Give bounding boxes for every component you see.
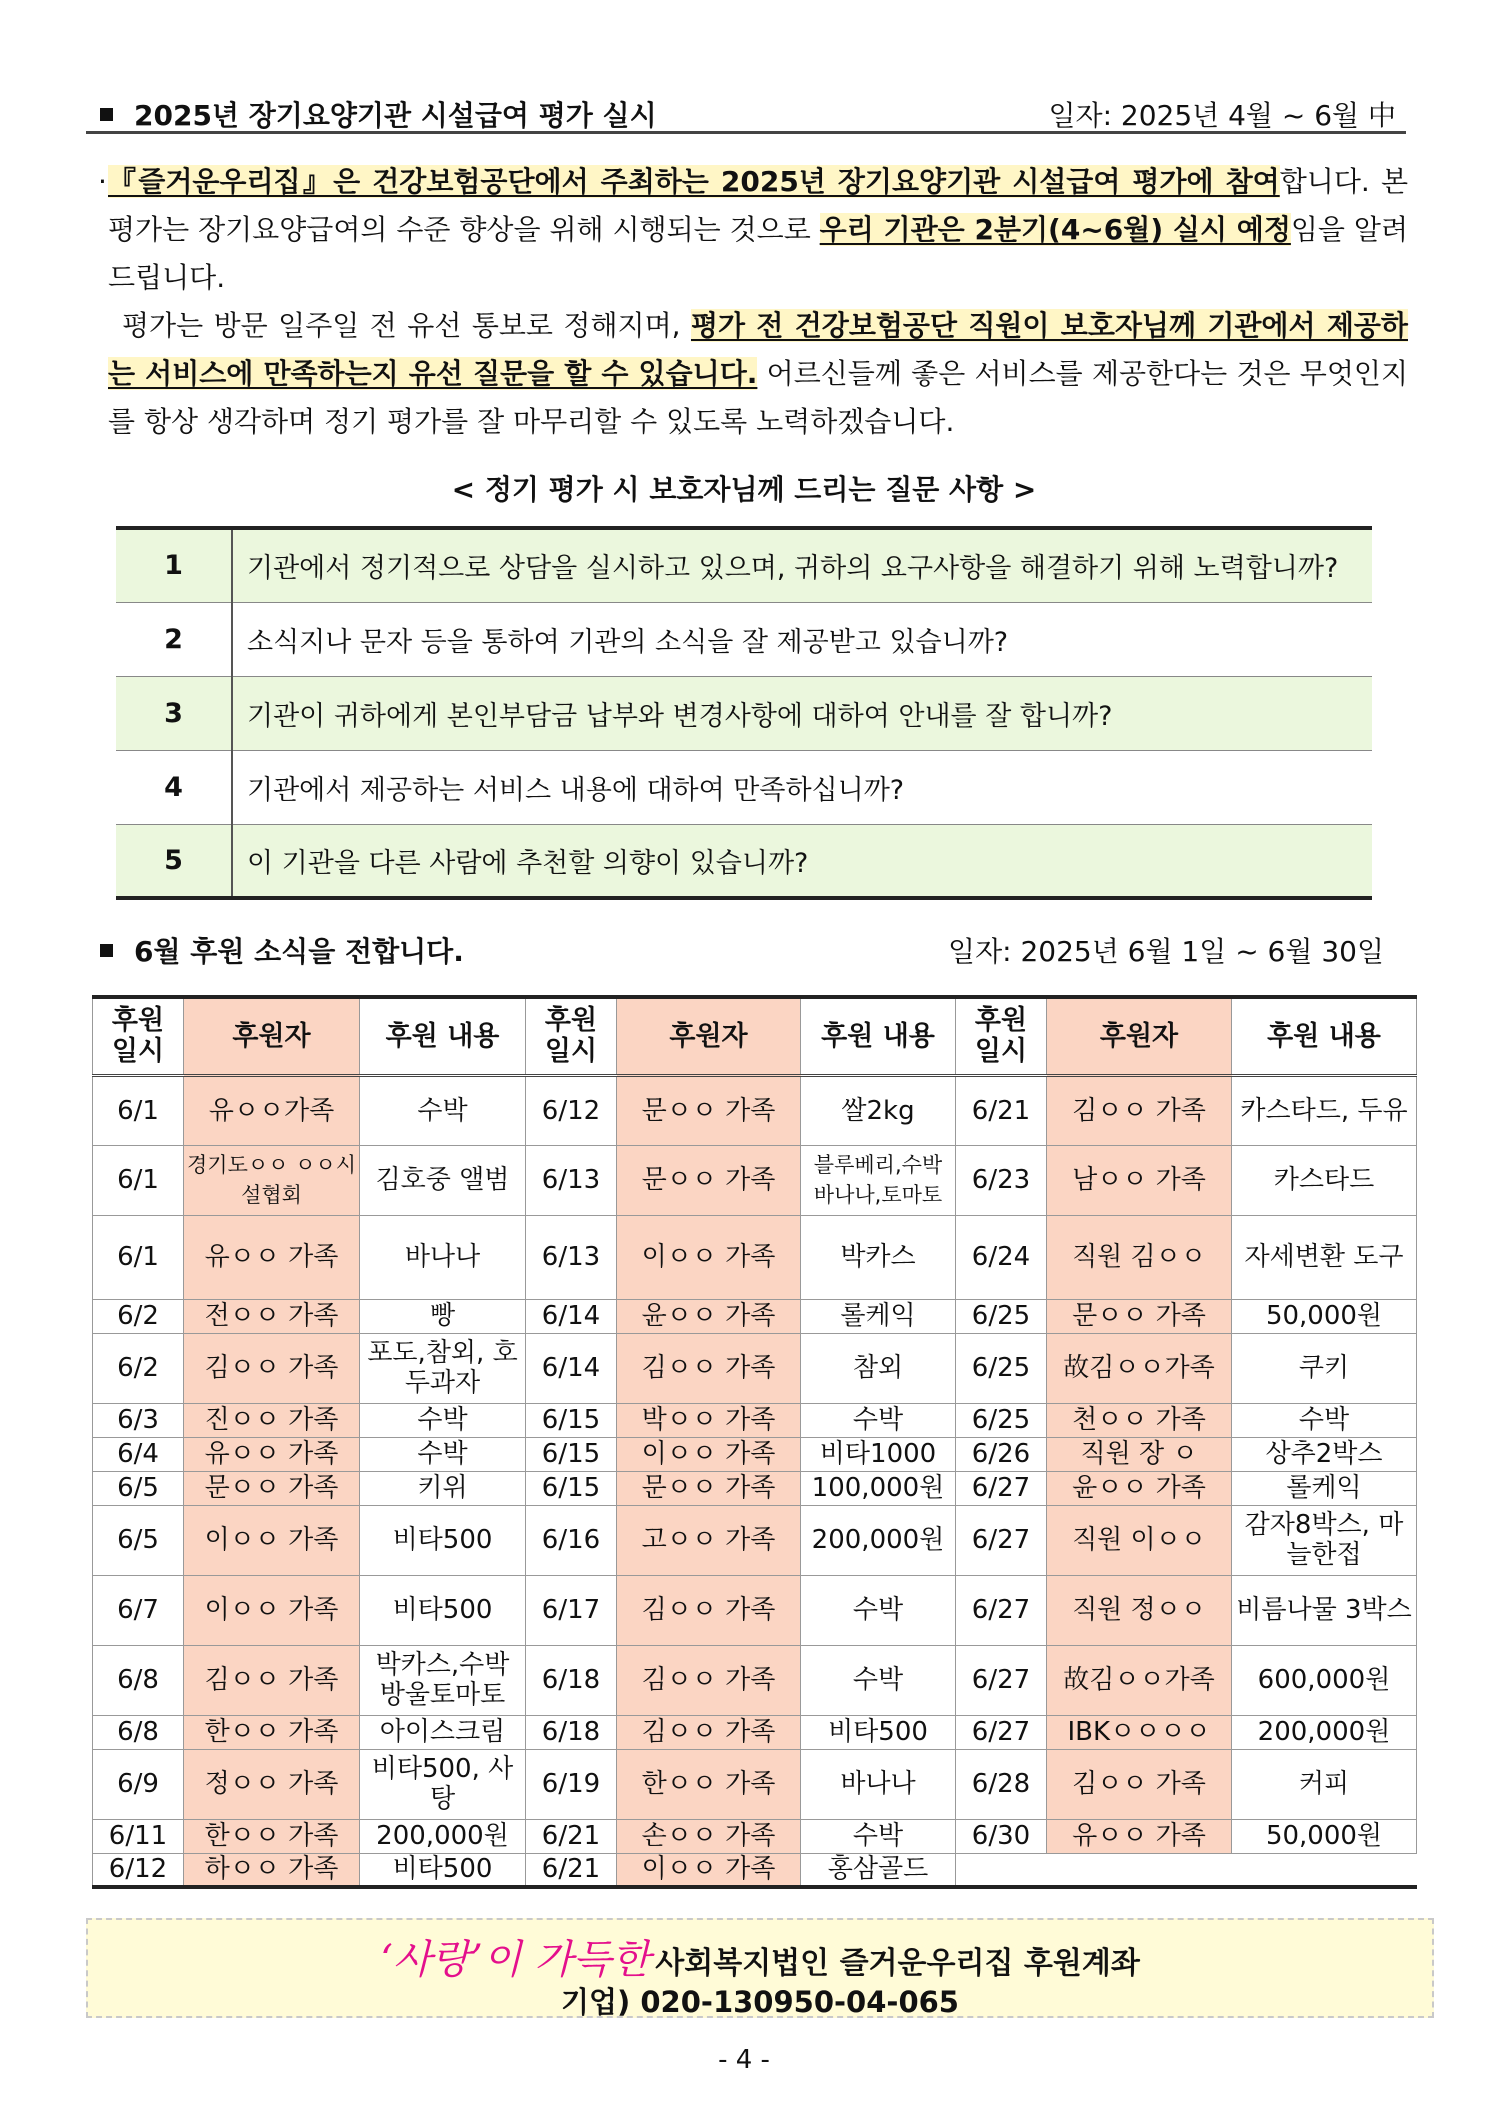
donation-content: 홍삼골드 xyxy=(801,1853,956,1887)
donation-date: 6/9 xyxy=(93,1749,184,1819)
donation-content: 600,000원 xyxy=(1232,1645,1417,1715)
donation-date: 6/14 xyxy=(526,1333,617,1403)
donation-content: 포도,참외, 호두과자 xyxy=(360,1333,526,1403)
donation-date: 6/19 xyxy=(526,1749,617,1819)
table-row xyxy=(93,1333,1417,1403)
donor-name: 이ㅇㅇ 가족 xyxy=(617,1215,801,1299)
question-row xyxy=(116,528,1372,602)
question-number: 5 xyxy=(116,824,232,898)
donation-content: 200,000원 xyxy=(801,1505,956,1575)
highlight-schedule: 우리 기관은 2분기(4~6월) 실시 예정 xyxy=(819,213,1291,246)
section-date: 일자: 2025년 6월 1일 ~ 6월 30일 xyxy=(948,935,1384,968)
question-number: 4 xyxy=(116,750,232,824)
table-row xyxy=(93,1575,1417,1645)
donation-date: 6/26 xyxy=(956,1437,1047,1471)
donor-name: 하ㅇㅇ 가족 xyxy=(184,1853,360,1887)
donation-date: 6/1 xyxy=(93,1215,184,1299)
donation-content: 김호중 앨범 xyxy=(360,1145,526,1215)
donor-name: 진ㅇㅇ 가족 xyxy=(184,1403,360,1437)
donor-name: 정ㅇㅇ 가족 xyxy=(184,1749,360,1819)
question-number: 1 xyxy=(116,528,232,602)
question-row xyxy=(116,676,1372,750)
donor-name: 경기도ㅇㅇ ㅇㅇ시설협회 xyxy=(184,1145,360,1215)
donation-content: 감자8박스, 마늘한접 xyxy=(1232,1505,1417,1575)
section-header-donations xyxy=(86,918,1406,970)
donation-date: 6/15 xyxy=(526,1437,617,1471)
highlight-phone-question: 평가 전 건강보험공단 직원이 보호자님께 기관에서 제공하는 서비스에 만족하는지 유선 질문을 할 수 있습니다. xyxy=(108,309,1408,390)
donation-content: 빵 xyxy=(360,1299,526,1333)
donor-name: 한ㅇㅇ 가족 xyxy=(184,1819,360,1853)
love-slogan: ‘사랑’이 가득한 xyxy=(380,1937,651,1983)
donor-name: 유ㅇㅇ 가족 xyxy=(1047,1819,1232,1853)
table-header-row xyxy=(93,997,1417,1075)
donation-date: 6/8 xyxy=(93,1715,184,1749)
question-row xyxy=(116,824,1372,898)
donation-content: 수박 xyxy=(801,1403,956,1437)
donation-date: 6/21 xyxy=(526,1853,617,1887)
donation-date: 6/27 xyxy=(956,1715,1047,1749)
table-row xyxy=(93,1403,1417,1437)
donation-date: 6/13 xyxy=(526,1145,617,1215)
donation-date: 6/27 xyxy=(956,1645,1047,1715)
header-date: 후원 일시 xyxy=(93,997,184,1075)
donation-content: 100,000원 xyxy=(801,1471,956,1505)
donor-name: 유ㅇㅇ가족 xyxy=(184,1075,360,1145)
table-row xyxy=(93,1471,1417,1505)
donor-name: 이ㅇㅇ 가족 xyxy=(184,1505,360,1575)
donor-name: 문ㅇㅇ 가족 xyxy=(1047,1299,1232,1333)
table-row xyxy=(93,1819,1417,1853)
section-title: 6월 후원 소식을 전합니다. xyxy=(134,935,464,968)
donation-content: 수박 xyxy=(360,1075,526,1145)
donation-content: 카스타드 xyxy=(1232,1145,1417,1215)
donation-content: 200,000원 xyxy=(360,1819,526,1853)
donor-name: 김ㅇㅇ 가족 xyxy=(184,1333,360,1403)
donation-date: 6/25 xyxy=(956,1403,1047,1437)
page-number: - 4 - xyxy=(718,2045,770,2075)
donation-content: 상추2박스 xyxy=(1232,1437,1417,1471)
donations-table xyxy=(92,995,1417,1889)
donation-date: 6/27 xyxy=(956,1505,1047,1575)
donor-name: 윤ㅇㅇ 가족 xyxy=(1047,1471,1232,1505)
donation-date: 6/21 xyxy=(956,1075,1047,1145)
table-row xyxy=(93,1437,1417,1471)
donation-content: 블루베리,수박 바나나,토마토 xyxy=(801,1145,956,1215)
question-row xyxy=(116,750,1372,824)
intro-text: 임을 알려드립니다. xyxy=(108,213,1408,294)
donation-date: 6/2 xyxy=(93,1333,184,1403)
donation-date: 6/1 xyxy=(93,1145,184,1215)
empty-cell xyxy=(956,1853,1417,1887)
donation-content: 쌀2kg xyxy=(801,1075,956,1145)
bullet-dot: · xyxy=(98,165,107,198)
donation-content: 수박 xyxy=(360,1403,526,1437)
donation-content: 50,000원 xyxy=(1232,1299,1417,1333)
donation-content: 키위 xyxy=(360,1471,526,1505)
donation-date: 6/18 xyxy=(526,1645,617,1715)
donor-name: 이ㅇㅇ 가족 xyxy=(617,1853,801,1887)
donation-date: 6/8 xyxy=(93,1645,184,1715)
donation-content: 비타500 xyxy=(360,1575,526,1645)
donation-date: 6/25 xyxy=(956,1333,1047,1403)
table-row xyxy=(93,1505,1417,1575)
question-text: 소식지나 문자 등을 통하여 기관의 소식을 잘 제공받고 있습니까? xyxy=(232,602,1372,676)
donation-date: 6/27 xyxy=(956,1575,1047,1645)
header-date: 후원 일시 xyxy=(526,997,617,1075)
section-header-evaluation xyxy=(86,82,1406,134)
header-donor: 후원자 xyxy=(617,997,801,1075)
header-content: 후원 내용 xyxy=(1232,997,1417,1075)
donation-date: 6/1 xyxy=(93,1075,184,1145)
table-row xyxy=(93,1299,1417,1333)
donation-content: 200,000원 xyxy=(1232,1715,1417,1749)
section-date: 일자: 2025년 4월 ~ 6월 中 xyxy=(1048,99,1396,132)
intro-paragraph-1 xyxy=(98,158,1408,302)
donation-date: 6/12 xyxy=(526,1075,617,1145)
donor-name: 윤ㅇㅇ 가족 xyxy=(617,1299,801,1333)
donor-name: 문ㅇㅇ 가족 xyxy=(184,1471,360,1505)
donation-content: 참외 xyxy=(801,1333,956,1403)
header-content: 후원 내용 xyxy=(801,997,956,1075)
donation-date: 6/21 xyxy=(526,1819,617,1853)
donation-content: 비타500 xyxy=(801,1715,956,1749)
donor-name: 이ㅇㅇ 가족 xyxy=(184,1575,360,1645)
header-donor: 후원자 xyxy=(1047,997,1232,1075)
donation-content: 바나나 xyxy=(360,1215,526,1299)
donor-name: 김ㅇㅇ 가족 xyxy=(1047,1075,1232,1145)
intro-text: 합니다. 본 평가는 장기요양급여의 수준 향상을 위해 시행되는 것으로 xyxy=(108,165,1408,246)
question-number: 2 xyxy=(116,602,232,676)
donation-content: 수박 xyxy=(801,1819,956,1853)
donation-content: 커피 xyxy=(1232,1749,1417,1819)
donor-name: 박ㅇㅇ 가족 xyxy=(617,1403,801,1437)
donor-name: 김ㅇㅇ 가족 xyxy=(617,1645,801,1715)
donor-name: 문ㅇㅇ 가족 xyxy=(617,1145,801,1215)
question-text: 기관이 귀하에게 본인부담금 납부와 변경사항에 대하여 안내를 잘 합니까? xyxy=(232,676,1372,750)
donor-name: 유ㅇㅇ 가족 xyxy=(184,1437,360,1471)
donation-date: 6/12 xyxy=(93,1853,184,1887)
donor-name: 故김ㅇㅇ가족 xyxy=(1047,1333,1232,1403)
table-row xyxy=(93,1749,1417,1819)
donation-date: 6/7 xyxy=(93,1575,184,1645)
donor-name: 김ㅇㅇ 가족 xyxy=(617,1715,801,1749)
header-content: 후원 내용 xyxy=(360,997,526,1075)
donation-date: 6/16 xyxy=(526,1505,617,1575)
donation-date: 6/5 xyxy=(93,1471,184,1505)
donation-content: 비타1000 xyxy=(801,1437,956,1471)
donation-content: 수박 xyxy=(801,1645,956,1715)
donation-date: 6/14 xyxy=(526,1299,617,1333)
donation-date: 6/13 xyxy=(526,1215,617,1299)
donation-date: 6/3 xyxy=(93,1403,184,1437)
donation-content: 롤케익 xyxy=(801,1299,956,1333)
donation-content: 수박 xyxy=(801,1575,956,1645)
question-text: 이 기관을 다른 사람에 추천할 의향이 있습니까? xyxy=(232,824,1372,898)
donation-date: 6/15 xyxy=(526,1471,617,1505)
donation-content: 카스타드, 두유 xyxy=(1232,1075,1417,1145)
donor-name: 손ㅇㅇ 가족 xyxy=(617,1819,801,1853)
donor-name: 남ㅇㅇ 가족 xyxy=(1047,1145,1232,1215)
donation-content: 비타500, 사탕 xyxy=(360,1749,526,1819)
donation-date: 6/4 xyxy=(93,1437,184,1471)
square-bullet-icon xyxy=(100,108,113,121)
donation-date: 6/11 xyxy=(93,1819,184,1853)
donation-content: 쿠키 xyxy=(1232,1333,1417,1403)
donor-name: 직원 장 ㅇ xyxy=(1047,1437,1232,1471)
question-number: 3 xyxy=(116,676,232,750)
square-bullet-icon xyxy=(100,944,113,957)
donor-name: 유ㅇㅇ 가족 xyxy=(184,1215,360,1299)
donation-content: 비름나물 3박스 xyxy=(1232,1575,1417,1645)
intro-text: 평가는 방문 일주일 전 유선 통보로 정해지며, xyxy=(122,309,691,342)
donation-content: 비타500 xyxy=(360,1853,526,1887)
donor-name: 김ㅇㅇ 가족 xyxy=(184,1645,360,1715)
donation-content: 수박 xyxy=(360,1437,526,1471)
donation-date: 6/27 xyxy=(956,1471,1047,1505)
donation-date: 6/17 xyxy=(526,1575,617,1645)
donation-date: 6/5 xyxy=(93,1505,184,1575)
donor-name: 김ㅇㅇ 가족 xyxy=(617,1575,801,1645)
donation-content: 비타500 xyxy=(360,1505,526,1575)
table-row xyxy=(93,1853,1417,1887)
organization-name: 사회복지법인 즐거운우리집 후원계좌 xyxy=(655,1946,1140,1981)
account-number: 기업) 020-130950-04-065 xyxy=(561,1985,959,2019)
header-donor: 후원자 xyxy=(184,997,360,1075)
donor-name: 전ㅇㅇ 가족 xyxy=(184,1299,360,1333)
donor-name: 천ㅇㅇ 가족 xyxy=(1047,1403,1232,1437)
header-date: 후원 일시 xyxy=(956,997,1047,1075)
table-row xyxy=(93,1645,1417,1715)
donation-content: 바나나 xyxy=(801,1749,956,1819)
donation-date: 6/2 xyxy=(93,1299,184,1333)
donation-content: 박카스 xyxy=(801,1215,956,1299)
table-row xyxy=(93,1215,1417,1299)
donation-content: 아이스크림 xyxy=(360,1715,526,1749)
questions-caption: < 정기 평가 시 보호자님께 드리는 질문 사항 > xyxy=(451,473,1037,506)
donor-name: 고ㅇㅇ 가족 xyxy=(617,1505,801,1575)
donation-date: 6/25 xyxy=(956,1299,1047,1333)
question-row xyxy=(116,602,1372,676)
donor-name: 한ㅇㅇ 가족 xyxy=(617,1749,801,1819)
highlight-participation: 『즐거운우리집』은 건강보험공단에서 주최하는 2025년 장기요양기관 시설급여 평가에 참여 xyxy=(108,165,1280,198)
donor-name: 문ㅇㅇ 가족 xyxy=(617,1075,801,1145)
donation-date: 6/24 xyxy=(956,1215,1047,1299)
donor-name: 문ㅇㅇ 가족 xyxy=(617,1471,801,1505)
donor-name: 김ㅇㅇ 가족 xyxy=(617,1333,801,1403)
donation-account-box xyxy=(86,1918,1434,2018)
donor-name: IBKㅇㅇㅇㅇ xyxy=(1047,1715,1232,1749)
question-text: 기관에서 제공하는 서비스 내용에 대하여 만족하십니까? xyxy=(232,750,1372,824)
table-row xyxy=(93,1715,1417,1749)
donation-content: 수박 xyxy=(1232,1403,1417,1437)
donation-content: 롤케익 xyxy=(1232,1471,1417,1505)
section-title: 2025년 장기요양기관 시설급여 평가 실시 xyxy=(134,99,657,132)
question-text: 기관에서 정기적으로 상담을 실시하고 있으며, 귀하의 요구사항을 해결하기 위해 노력합니까? xyxy=(232,528,1372,602)
intro-paragraph-2 xyxy=(108,302,1408,446)
intro-text: 어르신들께 좋은 서비스를 제공한다는 것은 무엇인지를 항상 생각하며 정기 평가를 잘 마무리할 수 있도록 노력하겠습니다. xyxy=(108,357,1408,438)
donor-name: 이ㅇㅇ 가족 xyxy=(617,1437,801,1471)
donor-name: 한ㅇㅇ 가족 xyxy=(184,1715,360,1749)
donor-name: 故김ㅇㅇ가족 xyxy=(1047,1645,1232,1715)
donor-name: 직원 이ㅇㅇ xyxy=(1047,1505,1232,1575)
table-row xyxy=(93,1145,1417,1215)
table-row xyxy=(93,1075,1417,1145)
donation-date: 6/30 xyxy=(956,1819,1047,1853)
footer-line-1 xyxy=(88,1928,1432,1985)
donation-date: 6/15 xyxy=(526,1403,617,1437)
donation-content: 박카스,수박 방울토마토 xyxy=(360,1645,526,1715)
donor-name: 김ㅇㅇ 가족 xyxy=(1047,1749,1232,1819)
donor-name: 직원 김ㅇㅇ xyxy=(1047,1215,1232,1299)
donation-content: 50,000원 xyxy=(1232,1819,1417,1853)
donation-date: 6/18 xyxy=(526,1715,617,1749)
donation-content: 자세변환 도구 xyxy=(1232,1215,1417,1299)
donor-name: 직원 정ㅇㅇ xyxy=(1047,1575,1232,1645)
donation-date: 6/23 xyxy=(956,1145,1047,1215)
donation-date: 6/28 xyxy=(956,1749,1047,1819)
questions-table xyxy=(116,526,1372,900)
